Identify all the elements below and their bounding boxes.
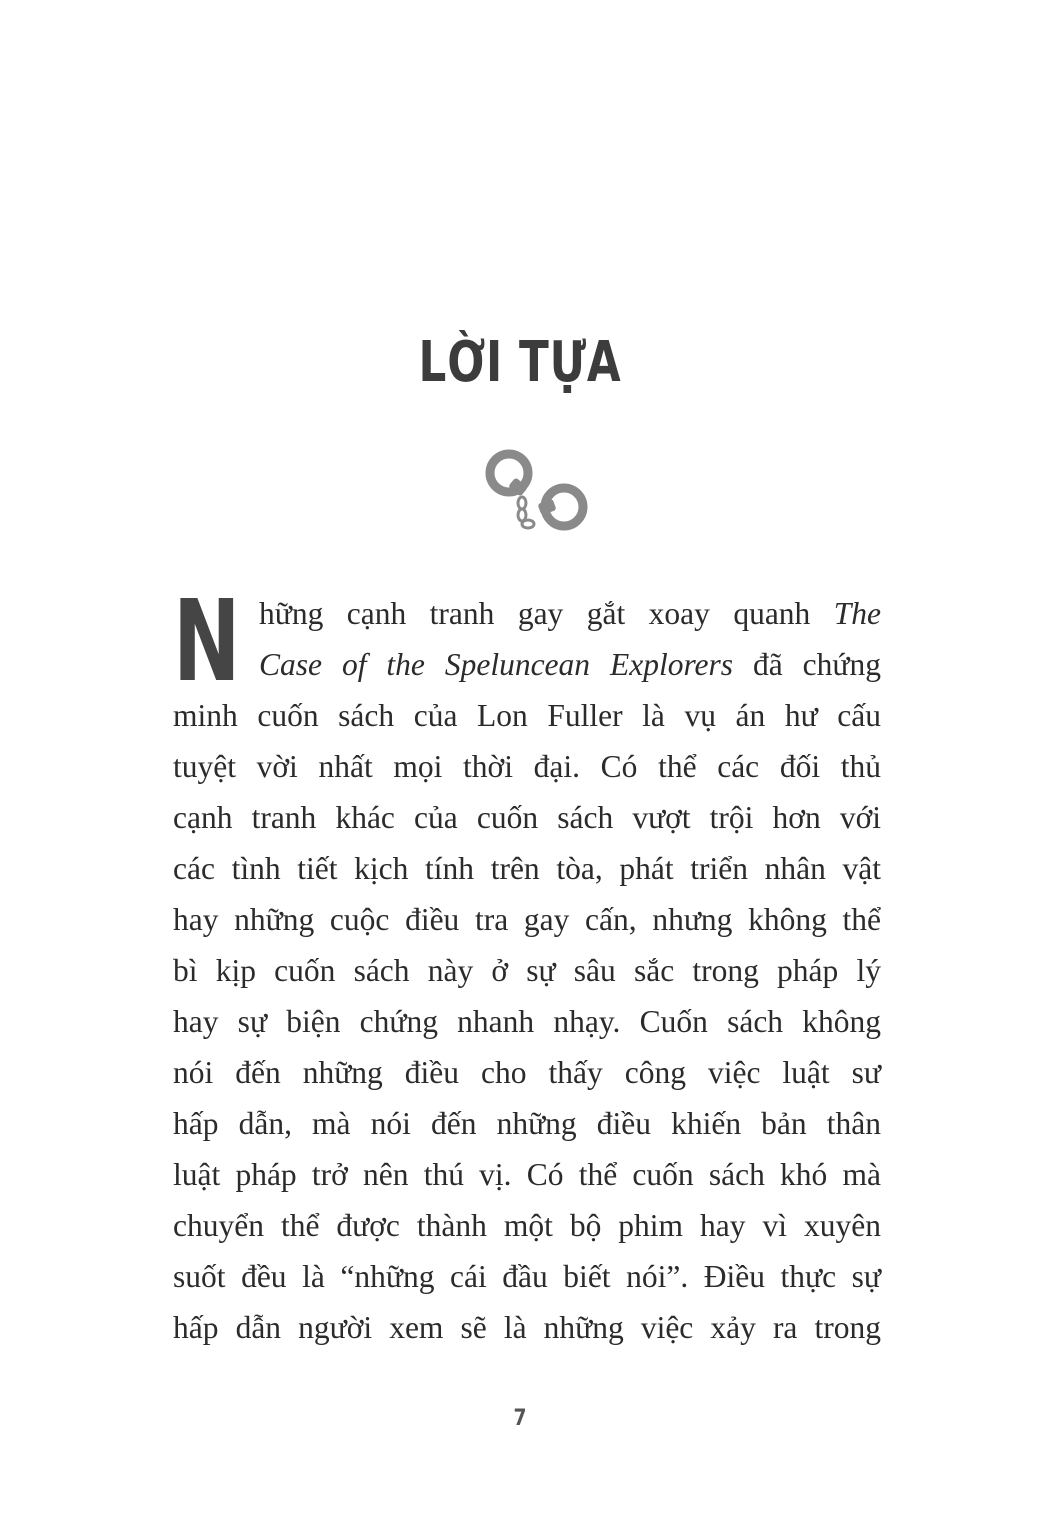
text-line: hấp dẫn, mà nói đến những điều khiến bản thân <box>173 1106 881 1141</box>
text-line: hay những cuộc điều tra gay cấn, nhưng không thể <box>173 902 881 937</box>
page-number: 7 <box>513 1406 527 1431</box>
text-line: các tình tiết kịch tính trên tòa, phát triển nhân vật <box>173 851 881 886</box>
text-line: tuyệt vời nhất mọi thời đại. Có thể các đối thủ <box>173 749 881 784</box>
handcuffs-icon <box>482 445 592 540</box>
text-line: chuyển thể được thành một bộ phim hay vì xuyên <box>173 1208 881 1243</box>
text-line: hững cạnh tranh gay gắt xoay quanh The <box>259 596 881 631</box>
page-title: LỜI TỰA <box>418 330 622 395</box>
text-line: suốt đều là “những cái đầu biết nói”. Điều thực sự <box>173 1259 881 1294</box>
text-line: bì kịp cuốn sách này ở sự sâu sắc trong pháp lý <box>173 953 881 988</box>
text-line: hay sự biện chứng nhanh nhạy. Cuốn sách không <box>173 1004 881 1039</box>
text-line: minh cuốn sách của Lon Fuller là vụ án hư cấu <box>173 698 881 733</box>
text-line: hấp dẫn người xem sẽ là những việc xảy ra trong <box>173 1310 881 1345</box>
text-line: Case of the Speluncean Explorers đã chứng <box>259 647 881 682</box>
preface-body <box>173 577 881 1353</box>
text-line: luật pháp trở nên thú vị. Có thể cuốn sách khó mà <box>173 1157 881 1192</box>
text-line: nói đến những điều cho thấy công việc luật sư <box>173 1055 881 1090</box>
text-line: cạnh tranh khác của cuốn sách vượt trội hơn với <box>173 800 881 835</box>
drop-cap: N <box>173 577 241 707</box>
